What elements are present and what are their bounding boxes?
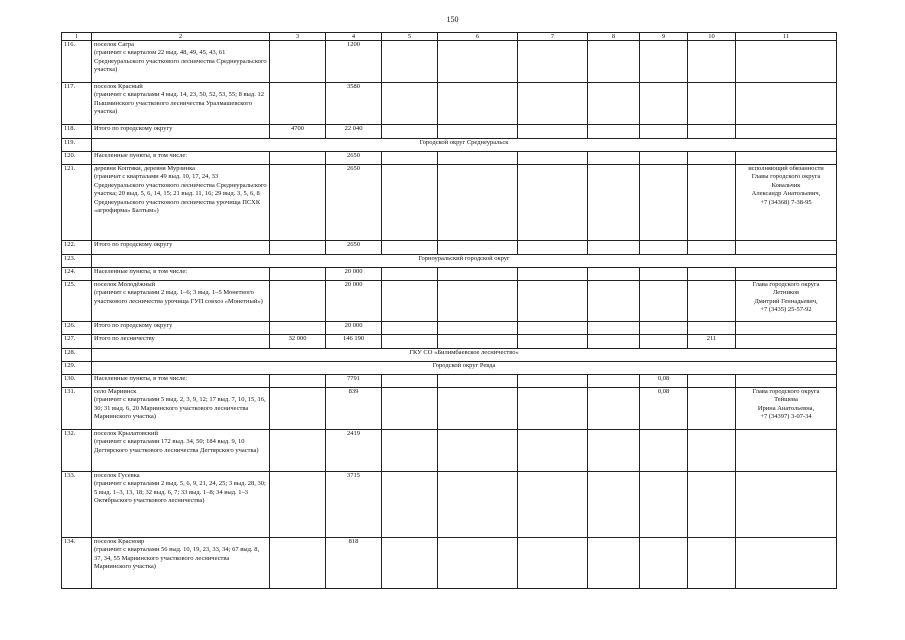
- column-header: 3: [270, 33, 326, 41]
- cell-col7: [518, 430, 588, 472]
- cell-col8: [588, 472, 640, 538]
- cell-col6: [438, 41, 518, 83]
- table-row: [62, 375, 837, 388]
- cell-col8: [588, 165, 640, 241]
- contact-person: [736, 125, 837, 139]
- section-heading: Горноуральский городской округ: [92, 255, 837, 268]
- cell-col7: [518, 538, 588, 589]
- cell-col3: [270, 430, 326, 472]
- cell-col6: [438, 268, 518, 281]
- contact-person: [736, 430, 837, 472]
- column-header: 7: [518, 33, 588, 41]
- cell-col10: [688, 281, 736, 322]
- cell-col5: [382, 472, 438, 538]
- cell-col10: [688, 165, 736, 241]
- cell-col3: 4700: [270, 125, 326, 139]
- row-number: 120.: [62, 152, 92, 165]
- table-row: [62, 538, 837, 589]
- cell-col4: 20 000: [326, 281, 382, 322]
- cell-col5: [382, 430, 438, 472]
- cell-col6: [438, 152, 518, 165]
- cell-col7: [518, 83, 588, 125]
- table-row: [62, 362, 837, 375]
- cell-col10: [688, 152, 736, 165]
- row-number: 130.: [62, 375, 92, 388]
- row-number: 116.: [62, 41, 92, 83]
- cell-col7: [518, 388, 588, 430]
- cell-col9: 0,08: [640, 388, 688, 430]
- cell-col3: [270, 375, 326, 388]
- cell-col8: [588, 268, 640, 281]
- cell-col5: [382, 268, 438, 281]
- settlement-description: поселок Гусевка (граничит с кварталами 2 выд. 5, 6, 9, 21, 24, 25; 3 выд. 28, 30; 5 выд. 1–3, 13, 18; 32 выд. 6, 7; 33 выд. 1–8; 34 выд. 1–3 Октябрьского участкового лесничества): [92, 472, 270, 538]
- cell-col6: [438, 375, 518, 388]
- cell-col3: [270, 388, 326, 430]
- column-header: 6: [438, 33, 518, 41]
- contact-person: [736, 538, 837, 589]
- cell-col9: [640, 472, 688, 538]
- table-row: [62, 152, 837, 165]
- row-number: 127.: [62, 335, 92, 349]
- cell-col4: 2419: [326, 430, 382, 472]
- cell-col3: [270, 41, 326, 83]
- row-number: 132.: [62, 430, 92, 472]
- cell-col6: [438, 335, 518, 349]
- cell-col3: [270, 322, 326, 335]
- cell-col10: [688, 83, 736, 125]
- cell-col6: [438, 538, 518, 589]
- cell-col4: 20 000: [326, 268, 382, 281]
- cell-col7: [518, 472, 588, 538]
- contact-person: [736, 241, 837, 255]
- table-row: [62, 83, 837, 125]
- cell-col6: [438, 241, 518, 255]
- cell-col5: [382, 388, 438, 430]
- column-header: 8: [588, 33, 640, 41]
- row-number: 123.: [62, 255, 92, 268]
- forestry-table: [61, 32, 837, 589]
- cell-col3: [270, 268, 326, 281]
- cell-col10: [688, 322, 736, 335]
- cell-col8: [588, 322, 640, 335]
- contact-person: [736, 472, 837, 538]
- row-number: 134.: [62, 538, 92, 589]
- table-row: [62, 139, 837, 152]
- cell-col5: [382, 322, 438, 335]
- table-row: [62, 255, 837, 268]
- cell-col3: [270, 241, 326, 255]
- column-header: 1: [62, 33, 92, 41]
- column-header: 2: [92, 33, 270, 41]
- column-header: 9: [640, 33, 688, 41]
- cell-col9: [640, 241, 688, 255]
- table-row: [62, 241, 837, 255]
- table-row: [62, 388, 837, 430]
- row-number: 124.: [62, 268, 92, 281]
- cell-col4: 839: [326, 388, 382, 430]
- cell-col10: [688, 41, 736, 83]
- cell-col5: [382, 538, 438, 589]
- cell-col5: [382, 83, 438, 125]
- cell-col6: [438, 388, 518, 430]
- cell-col7: [518, 281, 588, 322]
- settlement-description: поселок Сагра (граничит с кварталом 22 выд. 48, 49, 45, 43, 61 Среднеуральского участкового лесничества Среднеуральского участка): [92, 41, 270, 83]
- cell-col3: [270, 538, 326, 589]
- cell-col8: [588, 335, 640, 349]
- column-header-row: [62, 33, 837, 41]
- cell-col4: 146 190: [326, 335, 382, 349]
- cell-col7: [518, 322, 588, 335]
- cell-col4: 3715: [326, 472, 382, 538]
- row-number: 126.: [62, 322, 92, 335]
- cell-col6: [438, 125, 518, 139]
- cell-col10: [688, 268, 736, 281]
- cell-col8: [588, 281, 640, 322]
- settlement-description: Итого по городскому округу: [92, 322, 270, 335]
- cell-col7: [518, 41, 588, 83]
- cell-col8: [588, 83, 640, 125]
- column-header: 5: [382, 33, 438, 41]
- row-number: 119.: [62, 139, 92, 152]
- cell-col5: [382, 165, 438, 241]
- cell-col9: [640, 281, 688, 322]
- cell-col9: [640, 430, 688, 472]
- row-number: 133.: [62, 472, 92, 538]
- cell-col5: [382, 335, 438, 349]
- cell-col6: [438, 83, 518, 125]
- cell-col5: [382, 152, 438, 165]
- settlement-description: село Мариинск (граничит с кварталами 5 выд. 2, 3, 9, 12; 17 выд. 7, 10, 15, 16, 30; 31 выд. 6, 20 Мариинского участкового лесничества Мариинского участка): [92, 388, 270, 430]
- cell-col5: [382, 241, 438, 255]
- cell-col4: 2650: [326, 152, 382, 165]
- table-row: [62, 472, 837, 538]
- contact-person: [736, 375, 837, 388]
- cell-col5: [382, 41, 438, 83]
- cell-col10: [688, 241, 736, 255]
- table-row: [62, 322, 837, 335]
- cell-col4: 20 000: [326, 322, 382, 335]
- row-number: 125.: [62, 281, 92, 322]
- cell-col9: [640, 165, 688, 241]
- cell-col8: [588, 152, 640, 165]
- row-number: 118.: [62, 125, 92, 139]
- cell-col6: [438, 281, 518, 322]
- cell-col10: 211: [688, 335, 736, 349]
- cell-col3: [270, 281, 326, 322]
- cell-col5: [382, 281, 438, 322]
- cell-col6: [438, 430, 518, 472]
- cell-col8: [588, 375, 640, 388]
- table-row: [62, 281, 837, 322]
- contact-person: [736, 41, 837, 83]
- cell-col5: [382, 125, 438, 139]
- contact-person: [736, 268, 837, 281]
- table-row: [62, 268, 837, 281]
- cell-col4: 3580: [326, 83, 382, 125]
- cell-col8: [588, 430, 640, 472]
- settlement-description: поселок Крылатовский (граничит с кварталами 172 выд. 34, 50; 184 выд. 9, 10 Дегтярского участкового лесничества Дегтярского участка): [92, 430, 270, 472]
- cell-col4: 1200: [326, 41, 382, 83]
- cell-col10: [688, 388, 736, 430]
- cell-col8: [588, 41, 640, 83]
- row-number: 117.: [62, 83, 92, 125]
- cell-col7: [518, 125, 588, 139]
- section-heading: ГКУ СО «Билимбаевское лесничество»: [92, 349, 837, 362]
- section-heading: Городской округ Среднеуральск: [92, 139, 837, 152]
- settlement-description: поселок Красный (граничит с кварталами 4 выд. 14, 23, 50, 52, 53, 55; 8 выд. 12 Пышминского участкового лесничества Уралмашевского участка): [92, 83, 270, 125]
- row-number: 131.: [62, 388, 92, 430]
- cell-col6: [438, 322, 518, 335]
- cell-col5: [382, 375, 438, 388]
- contact-person: Глава городского округа Летников Дмитрий Геннадьевич, +7 (3435) 25-57-92: [736, 281, 837, 322]
- settlement-description: Итого по городскому округу: [92, 241, 270, 255]
- page-number: 150: [446, 15, 459, 24]
- cell-col9: [640, 83, 688, 125]
- cell-col9: [640, 41, 688, 83]
- cell-col4: 7791: [326, 375, 382, 388]
- column-header: 11: [736, 33, 837, 41]
- cell-col7: [518, 335, 588, 349]
- cell-col9: [640, 538, 688, 589]
- cell-col6: [438, 165, 518, 241]
- settlement-description: Населенные пункты, в том числе:: [92, 268, 270, 281]
- cell-col4: 818: [326, 538, 382, 589]
- table-row: [62, 335, 837, 349]
- cell-col3: [270, 472, 326, 538]
- row-number: 128.: [62, 349, 92, 362]
- settlement-description: поселок Краснояр (граничит с кварталами 56 выд. 10, 19, 23, 33, 34; 67 выд. 8, 37, 34, 55 Мариинского участкового лесничества Мариинского участка): [92, 538, 270, 589]
- contact-person: Глава городского округа Тейшева Ирина Анатольевна, +7 (34397) 3-07-34: [736, 388, 837, 430]
- cell-col7: [518, 268, 588, 281]
- cell-col7: [518, 375, 588, 388]
- cell-col9: [640, 335, 688, 349]
- contact-person: [736, 83, 837, 125]
- cell-col9: 0,08: [640, 375, 688, 388]
- settlement-description: поселок Молодёжный (граничит с кварталами 2 выд. 1–6; 3 выд. 1–5 Монетного участкового лесничества урочища ГУП совхоз «Монетный»): [92, 281, 270, 322]
- cell-col9: [640, 152, 688, 165]
- cell-col3: [270, 152, 326, 165]
- cell-col3: [270, 83, 326, 125]
- cell-col4: 2650: [326, 165, 382, 241]
- cell-col9: [640, 125, 688, 139]
- cell-col3: 32 000: [270, 335, 326, 349]
- column-header: 4: [326, 33, 382, 41]
- cell-col10: [688, 430, 736, 472]
- contact-person: [736, 152, 837, 165]
- table-row: [62, 165, 837, 241]
- settlement-description: Итого по городскому округу: [92, 125, 270, 139]
- cell-col6: [438, 472, 518, 538]
- cell-col8: [588, 125, 640, 139]
- cell-col8: [588, 538, 640, 589]
- contact-person: [736, 322, 837, 335]
- row-number: 121.: [62, 165, 92, 241]
- cell-col9: [640, 322, 688, 335]
- cell-col8: [588, 388, 640, 430]
- settlement-description: Населенные пункты, в том числе:: [92, 152, 270, 165]
- cell-col10: [688, 125, 736, 139]
- cell-col10: [688, 472, 736, 538]
- cell-col7: [518, 241, 588, 255]
- cell-col4: 2650: [326, 241, 382, 255]
- table-row: [62, 349, 837, 362]
- table-row: [62, 41, 837, 83]
- settlement-description: Итого по лесничеству: [92, 335, 270, 349]
- cell-col10: [688, 375, 736, 388]
- cell-col7: [518, 165, 588, 241]
- contact-person: исполняющий обязанности Главы городского округа Ковальчик Александр Анатольевич, +7 (34368) 7-38-95: [736, 165, 837, 241]
- table-row: [62, 430, 837, 472]
- cell-col7: [518, 152, 588, 165]
- row-number: 122.: [62, 241, 92, 255]
- contact-person: [736, 335, 837, 349]
- column-header: 10: [688, 33, 736, 41]
- cell-col10: [688, 538, 736, 589]
- settlement-description: Населенные пункты, в том числе:: [92, 375, 270, 388]
- section-heading: Городской округ Ревда: [92, 362, 837, 375]
- cell-col3: [270, 165, 326, 241]
- cell-col4: 22 040: [326, 125, 382, 139]
- cell-col9: [640, 268, 688, 281]
- row-number: 129.: [62, 362, 92, 375]
- table-row: [62, 125, 837, 139]
- cell-col8: [588, 241, 640, 255]
- settlement-description: деревня Коптяки, деревня Мурзинка (граничат с кварталами 49 выд. 10, 17, 24, 33 Среднеуральского участкового лесничества Среднеуральского участка; 20 выд. 5, 6, 14, 15; 21 выд. 11, 16; 29 выд. 3, 5, 6, 8 Среднеуральского участкового лесничества урочища ПСХК «агрофирма» Балтым»): [92, 165, 270, 241]
